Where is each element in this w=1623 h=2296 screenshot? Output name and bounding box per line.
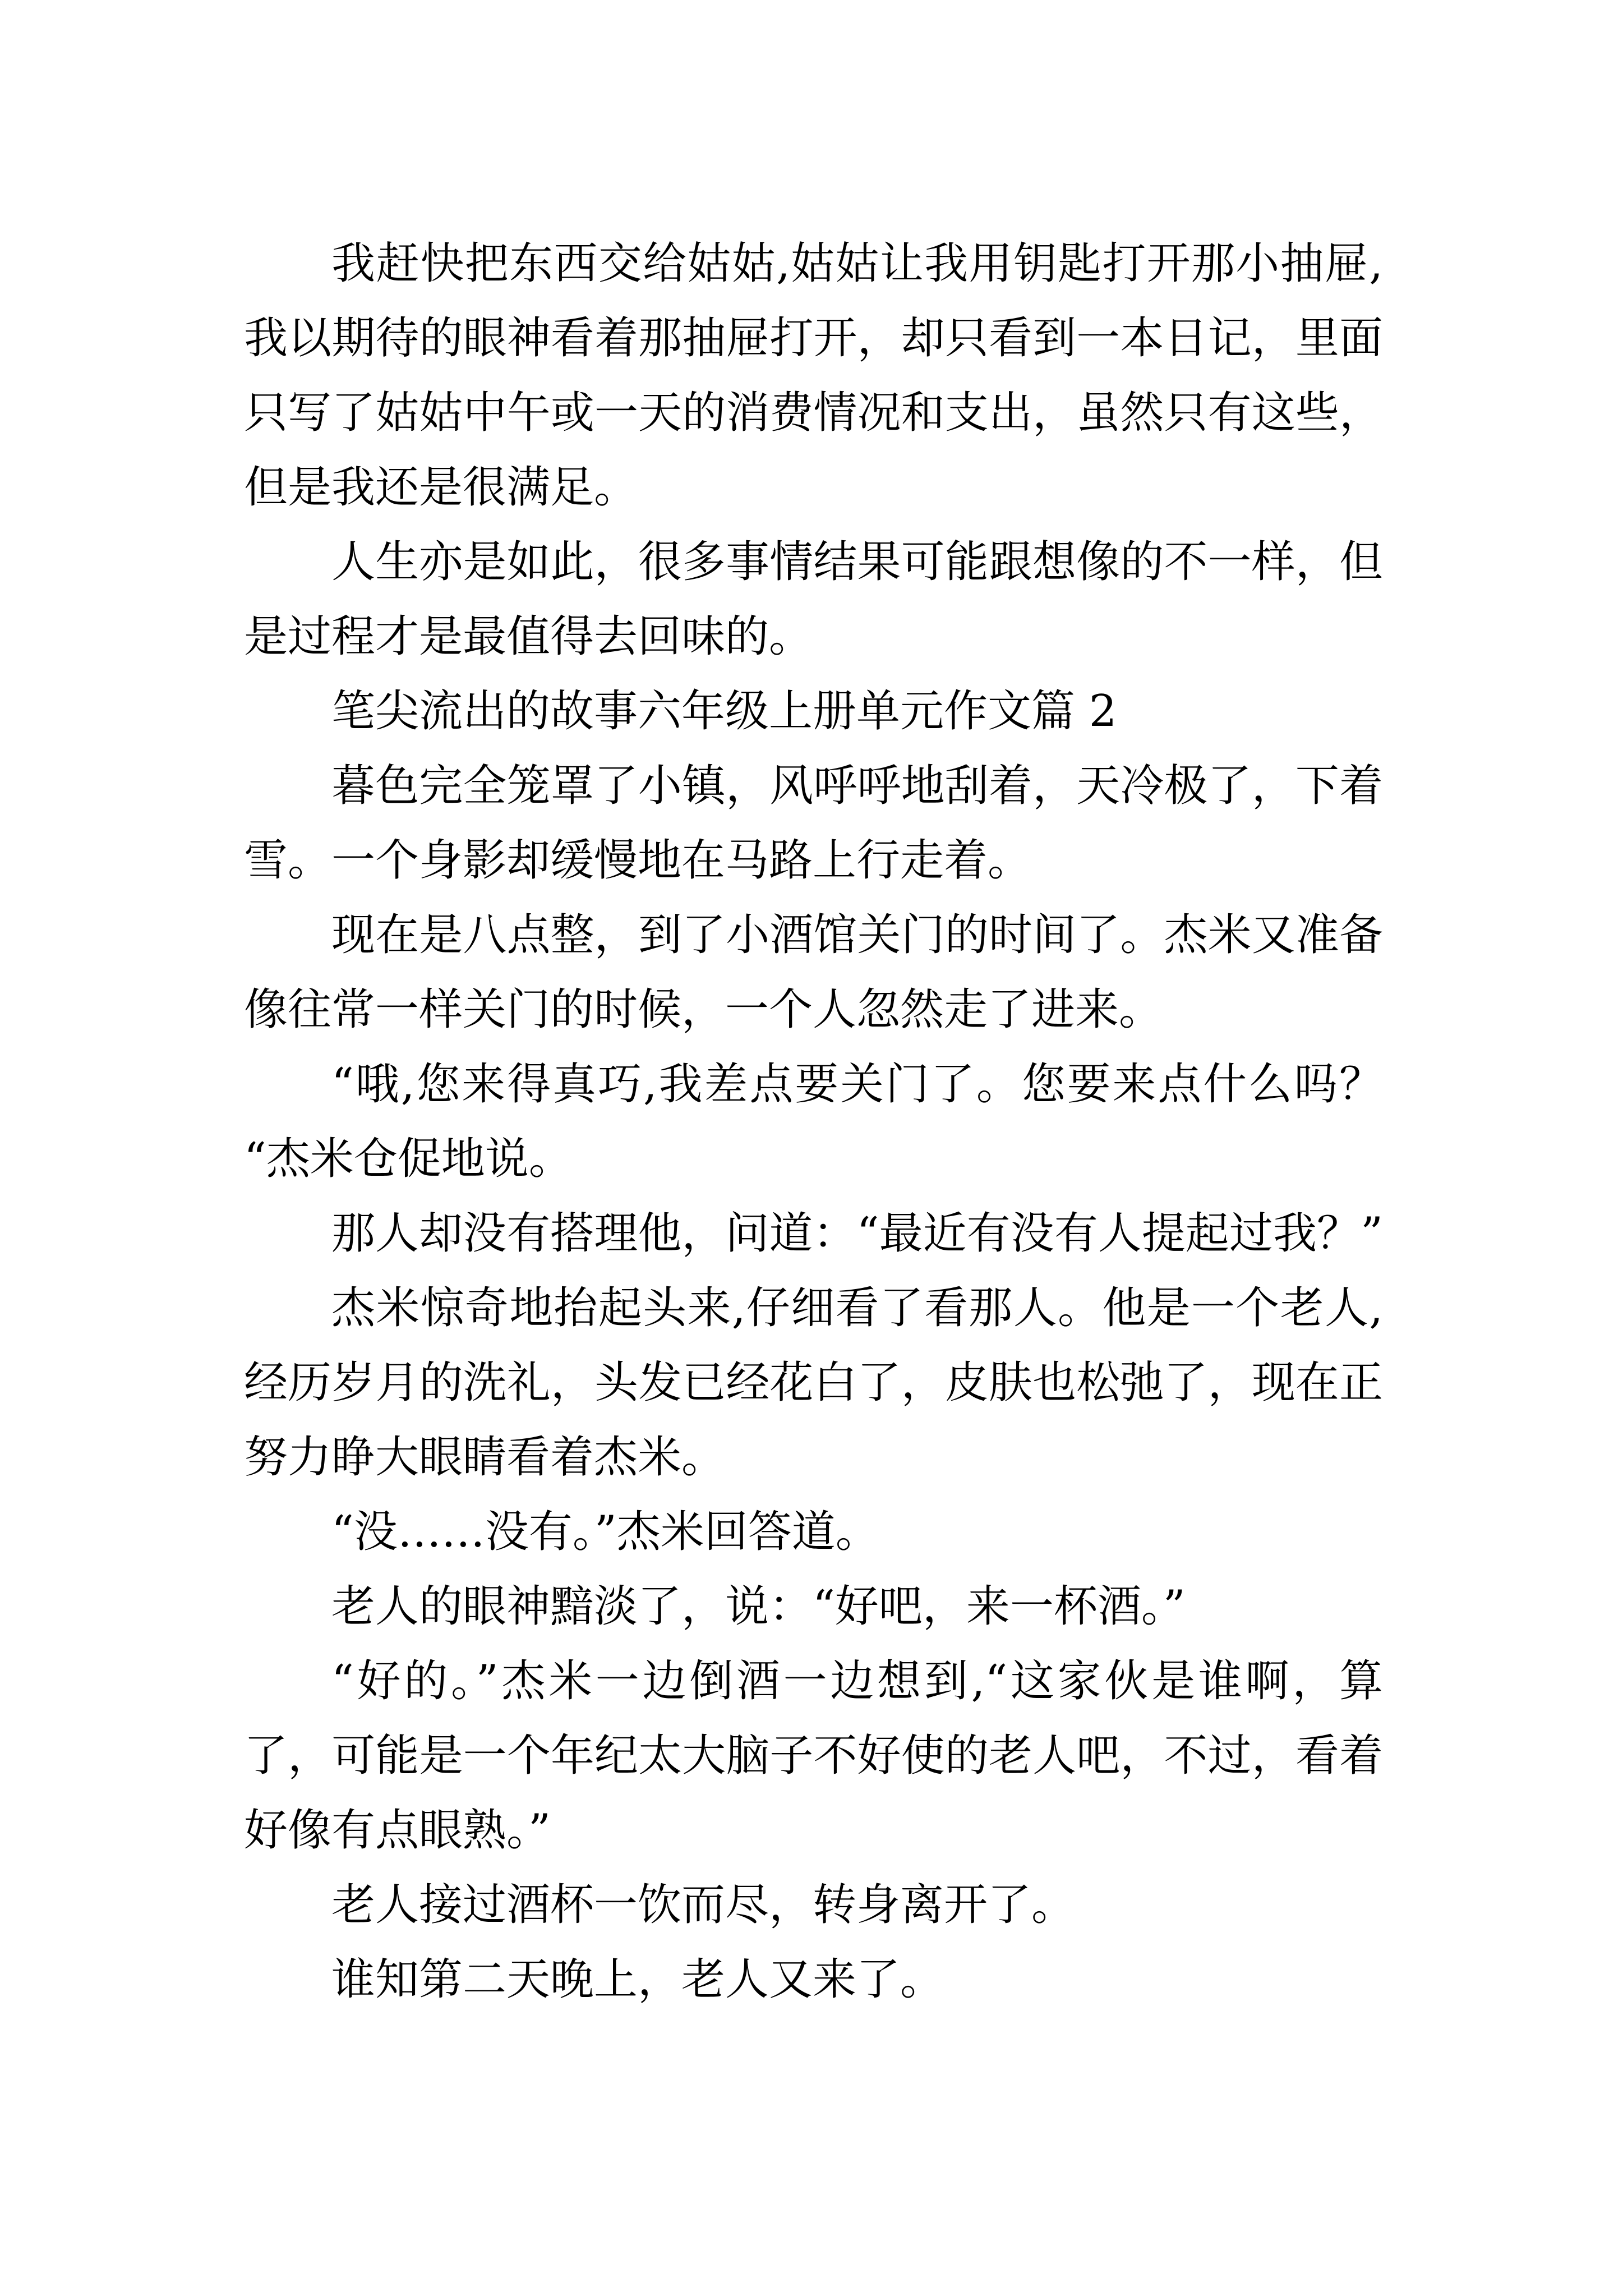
text-line: 了，可能是一个年纪太大脑子不好使的老人吧，不过，看着 [244, 1731, 1383, 1781]
text-line: 努力睁大眼睛看着杰米。 [244, 1432, 726, 1483]
text-line: 笔尖流出的故事六年级上册单元作文篇 2 [331, 686, 1117, 737]
text-line: 老人的眼神黯淡了，说：“好吧，来一杯酒。” [331, 1581, 1186, 1632]
text-line: 我赶快把东西交给姑姑,姑姑让我用钥匙打开那小抽屉, [331, 238, 1383, 289]
text-line: 像往常一样关门的时候，一个人忽然走了进来。 [244, 984, 1163, 1035]
text-line: “哦,您来得真巧,我差点要关门了。您要来点什么吗？ [331, 1059, 1383, 1110]
text-line: 雪。一个身影却缓慢地在马路上行走着。 [244, 835, 1032, 886]
text-line: “好的。”杰米一边倒酒一边想到,“这家伙是谁啊，算 [331, 1656, 1383, 1706]
text-line: 我以期待的眼神看着那抽屉打开，却只看到一本日记，里面 [244, 313, 1383, 364]
text-line: 人生亦是如此，很多事情结果可能跟想像的不一样，但 [331, 537, 1383, 587]
text-line: 杰米惊奇地抬起头来,仔细看了看那人。他是一个老人, [331, 1283, 1383, 1333]
text-line: “没……没有。”杰米回答道。 [331, 1507, 879, 1557]
text-line: 暮色完全笼罩了小镇，风呼呼地刮着，天冷极了，下着 [331, 761, 1383, 811]
text-line: 老人接过酒杯一饮而尽，转身离开了。 [331, 1880, 1076, 1930]
text-line: 但是我还是很满足。 [244, 462, 638, 513]
document-body [244, 227, 1383, 2017]
text-line: 谁知第二天晚上，老人又来了。 [331, 1954, 944, 2005]
text-line: 经历岁月的洗礼，头发已经花白了，皮肤也松弛了，现在正 [244, 1358, 1383, 1408]
text-line: 是过程才是最值得去回味的。 [244, 611, 813, 662]
text-line: 好像有点眼熟。” [244, 1805, 551, 1856]
text-line: “杰米仓促地说。 [244, 1134, 573, 1184]
text-line: 那人却没有搭理他，问道：“最近有没有人提起过我？” [331, 1208, 1383, 1259]
text-line: 只写了姑姑中午或一天的消费情况和支出，虽然只有这些， [244, 388, 1383, 438]
text-line: 现在是八点整，到了小酒馆关门的时间了。杰米又准备 [331, 910, 1383, 960]
